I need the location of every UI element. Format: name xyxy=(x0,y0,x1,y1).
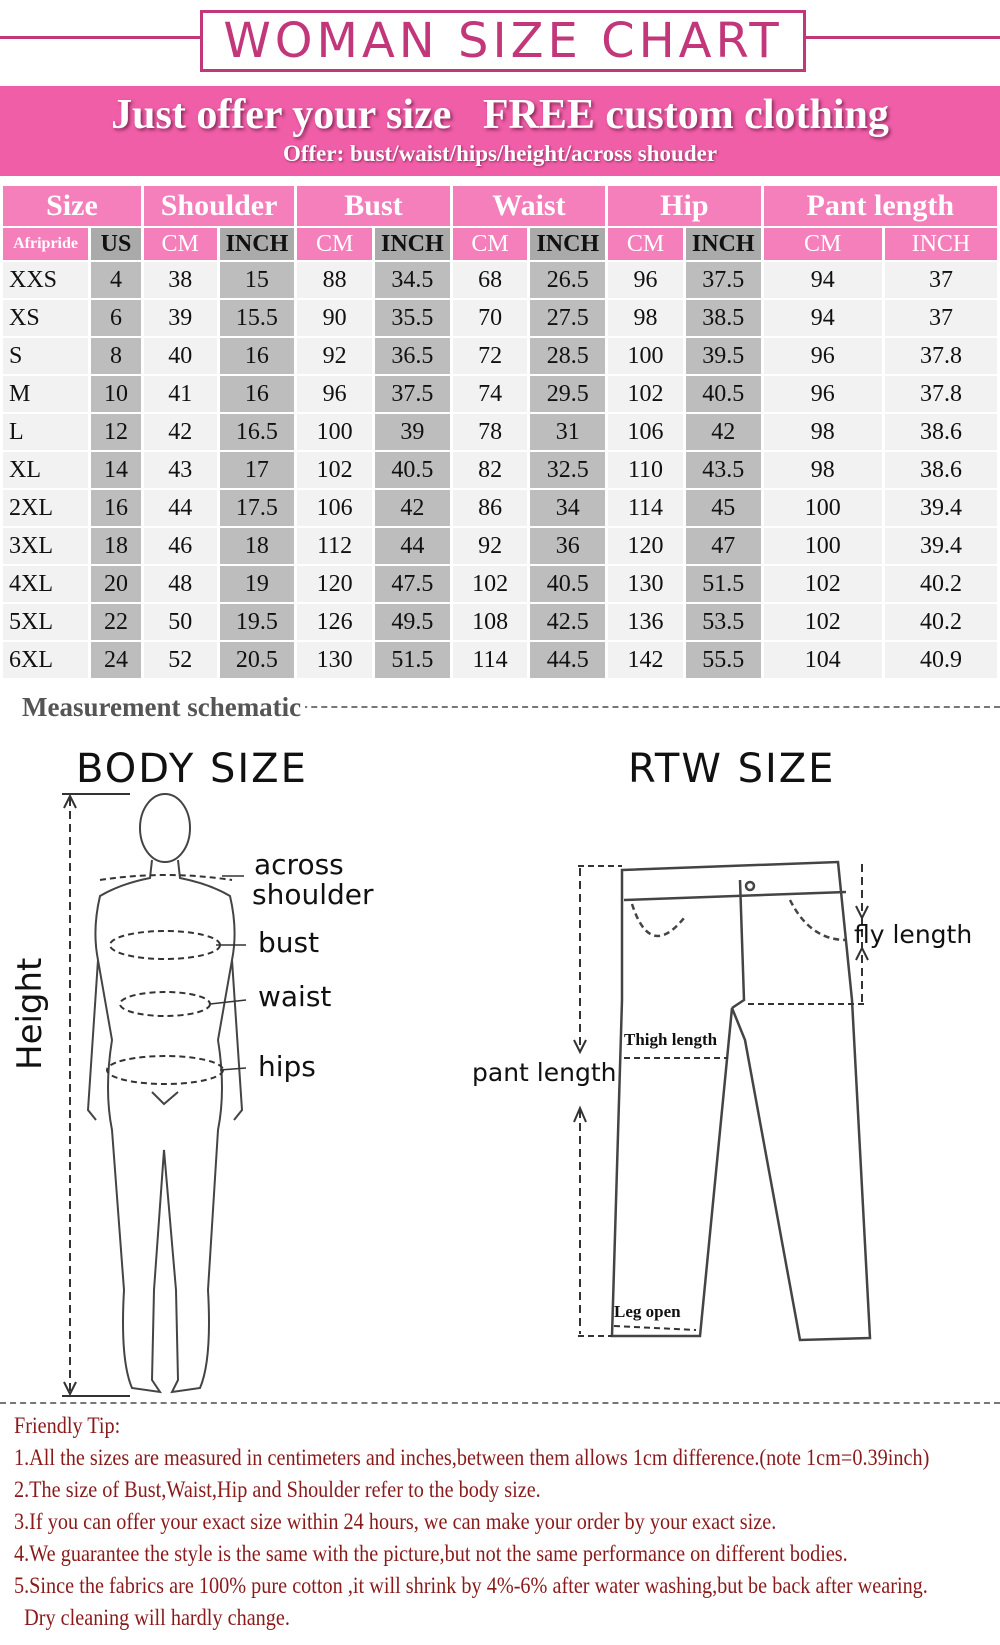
value-cell: 32.5 xyxy=(530,452,605,488)
sub-header-inch: INCH xyxy=(885,228,997,260)
value-cell: 100 xyxy=(608,338,683,374)
value-cell: 6 xyxy=(91,300,141,336)
value-cell: 15.5 xyxy=(220,300,295,336)
value-cell: 130 xyxy=(297,642,372,678)
value-cell: 102 xyxy=(764,604,882,640)
value-cell: 20 xyxy=(91,566,141,602)
value-cell: 34.5 xyxy=(375,262,450,298)
value-cell: 16 xyxy=(220,376,295,412)
value-cell: 44 xyxy=(144,490,217,526)
schematic-label: Measurement schematic xyxy=(0,692,305,723)
value-cell: 78 xyxy=(453,414,528,450)
value-cell: 42 xyxy=(686,414,761,450)
value-cell: 70 xyxy=(453,300,528,336)
value-cell: 19 xyxy=(220,566,295,602)
value-cell: 4 xyxy=(91,262,141,298)
value-cell: 102 xyxy=(453,566,528,602)
value-cell: 31 xyxy=(530,414,605,450)
value-cell: 142 xyxy=(608,642,683,678)
value-cell: 98 xyxy=(764,414,882,450)
value-cell: 17 xyxy=(220,452,295,488)
friendly-tips xyxy=(14,1410,991,1634)
value-cell: 36 xyxy=(530,528,605,564)
value-cell: 47 xyxy=(686,528,761,564)
value-cell: 37.5 xyxy=(686,262,761,298)
value-cell: 102 xyxy=(764,566,882,602)
value-cell: 44.5 xyxy=(530,642,605,678)
value-cell: 94 xyxy=(764,300,882,336)
value-cell: 43.5 xyxy=(686,452,761,488)
value-cell: 98 xyxy=(764,452,882,488)
value-cell: 26.5 xyxy=(530,262,605,298)
value-cell: 37.8 xyxy=(885,376,997,412)
value-cell: 100 xyxy=(297,414,372,450)
value-cell: 120 xyxy=(297,566,372,602)
sub-header-inch: INCH xyxy=(220,228,295,260)
value-cell: 38.6 xyxy=(885,414,997,450)
value-cell: 40.5 xyxy=(375,452,450,488)
value-cell: 40.9 xyxy=(885,642,997,678)
size-label-cell: XL xyxy=(3,452,88,488)
label-across: across xyxy=(254,848,344,881)
value-cell: 52 xyxy=(144,642,217,678)
value-cell: 90 xyxy=(297,300,372,336)
value-cell: 39.4 xyxy=(885,490,997,526)
sub-header-cm: CM xyxy=(608,228,683,260)
value-cell: 38 xyxy=(144,262,217,298)
value-cell: 24 xyxy=(91,642,141,678)
body-size-title: BODY SIZE xyxy=(76,746,308,792)
value-cell: 39 xyxy=(375,414,450,450)
value-cell: 37 xyxy=(885,262,997,298)
sub-header-inch: INCH xyxy=(375,228,450,260)
tip-line: 2.The size of Bust,Waist,Hip and Shoulder refer to the body size. xyxy=(14,1477,541,1502)
value-cell: 39.4 xyxy=(885,528,997,564)
sub-header-inch: INCH xyxy=(686,228,761,260)
value-cell: 37.8 xyxy=(885,338,997,374)
body-measure-lines xyxy=(100,875,232,1084)
value-cell: 72 xyxy=(453,338,528,374)
value-cell: 114 xyxy=(453,642,528,678)
value-cell: 94 xyxy=(764,262,882,298)
value-cell: 96 xyxy=(297,376,372,412)
value-cell: 51.5 xyxy=(686,566,761,602)
value-cell: 19.5 xyxy=(220,604,295,640)
value-cell: 112 xyxy=(297,528,372,564)
label-fly-length: fly length xyxy=(854,920,973,949)
value-cell: 40.5 xyxy=(686,376,761,412)
group-header-size: Size xyxy=(3,186,141,226)
value-cell: 104 xyxy=(764,642,882,678)
size-label-cell: 4XL xyxy=(3,566,88,602)
value-cell: 106 xyxy=(297,490,372,526)
banner-headline: Just offer your size FREE custom clothing xyxy=(111,92,889,138)
value-cell: 10 xyxy=(91,376,141,412)
value-cell: 48 xyxy=(144,566,217,602)
sub-header-cm: CM xyxy=(297,228,372,260)
value-cell: 17.5 xyxy=(220,490,295,526)
group-header-pant-length: Pant length xyxy=(764,186,997,226)
value-cell: 18 xyxy=(220,528,295,564)
label-pant-length: pant length xyxy=(472,1058,617,1087)
body-pointer-lines xyxy=(210,876,246,1070)
body-figure xyxy=(88,794,242,1392)
value-cell: 34 xyxy=(530,490,605,526)
value-cell: 16.5 xyxy=(220,414,295,450)
value-cell: 38.6 xyxy=(885,452,997,488)
value-cell: 15 xyxy=(220,262,295,298)
value-cell: 86 xyxy=(453,490,528,526)
value-cell: 42 xyxy=(375,490,450,526)
value-cell: 49.5 xyxy=(375,604,450,640)
value-cell: 50 xyxy=(144,604,217,640)
value-cell: 106 xyxy=(608,414,683,450)
sub-header-cm: CM xyxy=(453,228,528,260)
size-label-cell: M xyxy=(3,376,88,412)
value-cell: 126 xyxy=(297,604,372,640)
value-cell: 98 xyxy=(608,300,683,336)
tips-title: Friendly Tip: xyxy=(14,1413,121,1438)
value-cell: 27.5 xyxy=(530,300,605,336)
value-cell: 102 xyxy=(608,376,683,412)
value-cell: 35.5 xyxy=(375,300,450,336)
label-leg-open: Leg open xyxy=(614,1302,681,1321)
height-arrow xyxy=(62,794,130,1396)
value-cell: 18 xyxy=(91,528,141,564)
tip-line: 4.We guarantee the style is the same with the picture,but not the same performance on different bodies. xyxy=(14,1541,848,1566)
value-cell: 38.5 xyxy=(686,300,761,336)
value-cell: 88 xyxy=(297,262,372,298)
label-shoulder: shoulder xyxy=(252,878,374,911)
tip-line: 3.If you can offer your exact size within 24 hours, we can make your order by your exact size. xyxy=(14,1509,777,1534)
value-cell: 16 xyxy=(220,338,295,374)
value-cell: 43 xyxy=(144,452,217,488)
value-cell: 40.2 xyxy=(885,566,997,602)
group-header-waist: Waist xyxy=(453,186,605,226)
value-cell: 44 xyxy=(375,528,450,564)
pants-figure xyxy=(612,862,870,1340)
label-waist: waist xyxy=(258,980,332,1013)
value-cell: 29.5 xyxy=(530,376,605,412)
sub-header-cm: CM xyxy=(144,228,217,260)
value-cell: 68 xyxy=(453,262,528,298)
value-cell: 40.5 xyxy=(530,566,605,602)
rtw-size-title: RTW SIZE xyxy=(628,746,836,792)
tips-divider xyxy=(0,1402,1000,1404)
group-header-bust: Bust xyxy=(297,186,449,226)
value-cell: 46 xyxy=(144,528,217,564)
value-cell: 120 xyxy=(608,528,683,564)
label-hips: hips xyxy=(258,1050,316,1083)
value-cell: 92 xyxy=(297,338,372,374)
label-bust: bust xyxy=(258,926,320,959)
value-cell: 28.5 xyxy=(530,338,605,374)
size-label-cell: 6XL xyxy=(3,642,88,678)
label-thigh-length: Thigh length xyxy=(624,1030,718,1049)
tip-line: Dry cleaning will hardly change. xyxy=(14,1605,290,1630)
value-cell: 20.5 xyxy=(220,642,295,678)
value-cell: 96 xyxy=(764,376,882,412)
sub-header-afripride: Afripride xyxy=(3,228,88,260)
size-label-cell: L xyxy=(3,414,88,450)
value-cell: 51.5 xyxy=(375,642,450,678)
value-cell: 102 xyxy=(297,452,372,488)
group-header-shoulder: Shoulder xyxy=(144,186,294,226)
value-cell: 14 xyxy=(91,452,141,488)
size-label-cell: S xyxy=(3,338,88,374)
value-cell: 92 xyxy=(453,528,528,564)
value-cell: 130 xyxy=(608,566,683,602)
size-label-cell: XS xyxy=(3,300,88,336)
value-cell: 36.5 xyxy=(375,338,450,374)
tip-line: 5.Since the fabrics are 100% pure cotton ,it will shrink by 4%-6% after water washing,but be back after wearing. xyxy=(14,1573,928,1598)
value-cell: 12 xyxy=(91,414,141,450)
value-cell: 74 xyxy=(453,376,528,412)
value-cell: 110 xyxy=(608,452,683,488)
value-cell: 16 xyxy=(91,490,141,526)
group-header-hip: Hip xyxy=(608,186,760,226)
tip-line: 1.All the sizes are measured in centimeters and inches,between them allows 1cm difference.(note 1cm=0.39inch) xyxy=(14,1445,930,1470)
value-cell: 96 xyxy=(764,338,882,374)
size-label-cell: 5XL xyxy=(3,604,88,640)
value-cell: 22 xyxy=(91,604,141,640)
value-cell: 53.5 xyxy=(686,604,761,640)
value-cell: 82 xyxy=(453,452,528,488)
label-height: Height xyxy=(10,957,50,1070)
value-cell: 8 xyxy=(91,338,141,374)
banner-subline: Offer: bust/waist/hips/height/across shouder xyxy=(282,141,718,166)
value-cell: 42 xyxy=(144,414,217,450)
value-cell: 96 xyxy=(608,262,683,298)
size-label-cell: 2XL xyxy=(3,490,88,526)
value-cell: 47.5 xyxy=(375,566,450,602)
value-cell: 100 xyxy=(764,528,882,564)
value-cell: 42.5 xyxy=(530,604,605,640)
value-cell: 39.5 xyxy=(686,338,761,374)
value-cell: 100 xyxy=(764,490,882,526)
sub-header-cm: CM xyxy=(764,228,882,260)
value-cell: 136 xyxy=(608,604,683,640)
page-title: WOMAN SIZE CHART xyxy=(223,13,783,69)
sub-header-inch: INCH xyxy=(530,228,605,260)
sub-header-us: US xyxy=(91,228,141,260)
value-cell: 37 xyxy=(885,300,997,336)
value-cell: 108 xyxy=(453,604,528,640)
size-label-cell: 3XL xyxy=(3,528,88,564)
value-cell: 40 xyxy=(144,338,217,374)
value-cell: 40.2 xyxy=(885,604,997,640)
value-cell: 114 xyxy=(608,490,683,526)
value-cell: 37.5 xyxy=(375,376,450,412)
value-cell: 45 xyxy=(686,490,761,526)
value-cell: 39 xyxy=(144,300,217,336)
value-cell: 41 xyxy=(144,376,217,412)
value-cell: 55.5 xyxy=(686,642,761,678)
size-label-cell: XXS xyxy=(3,262,88,298)
